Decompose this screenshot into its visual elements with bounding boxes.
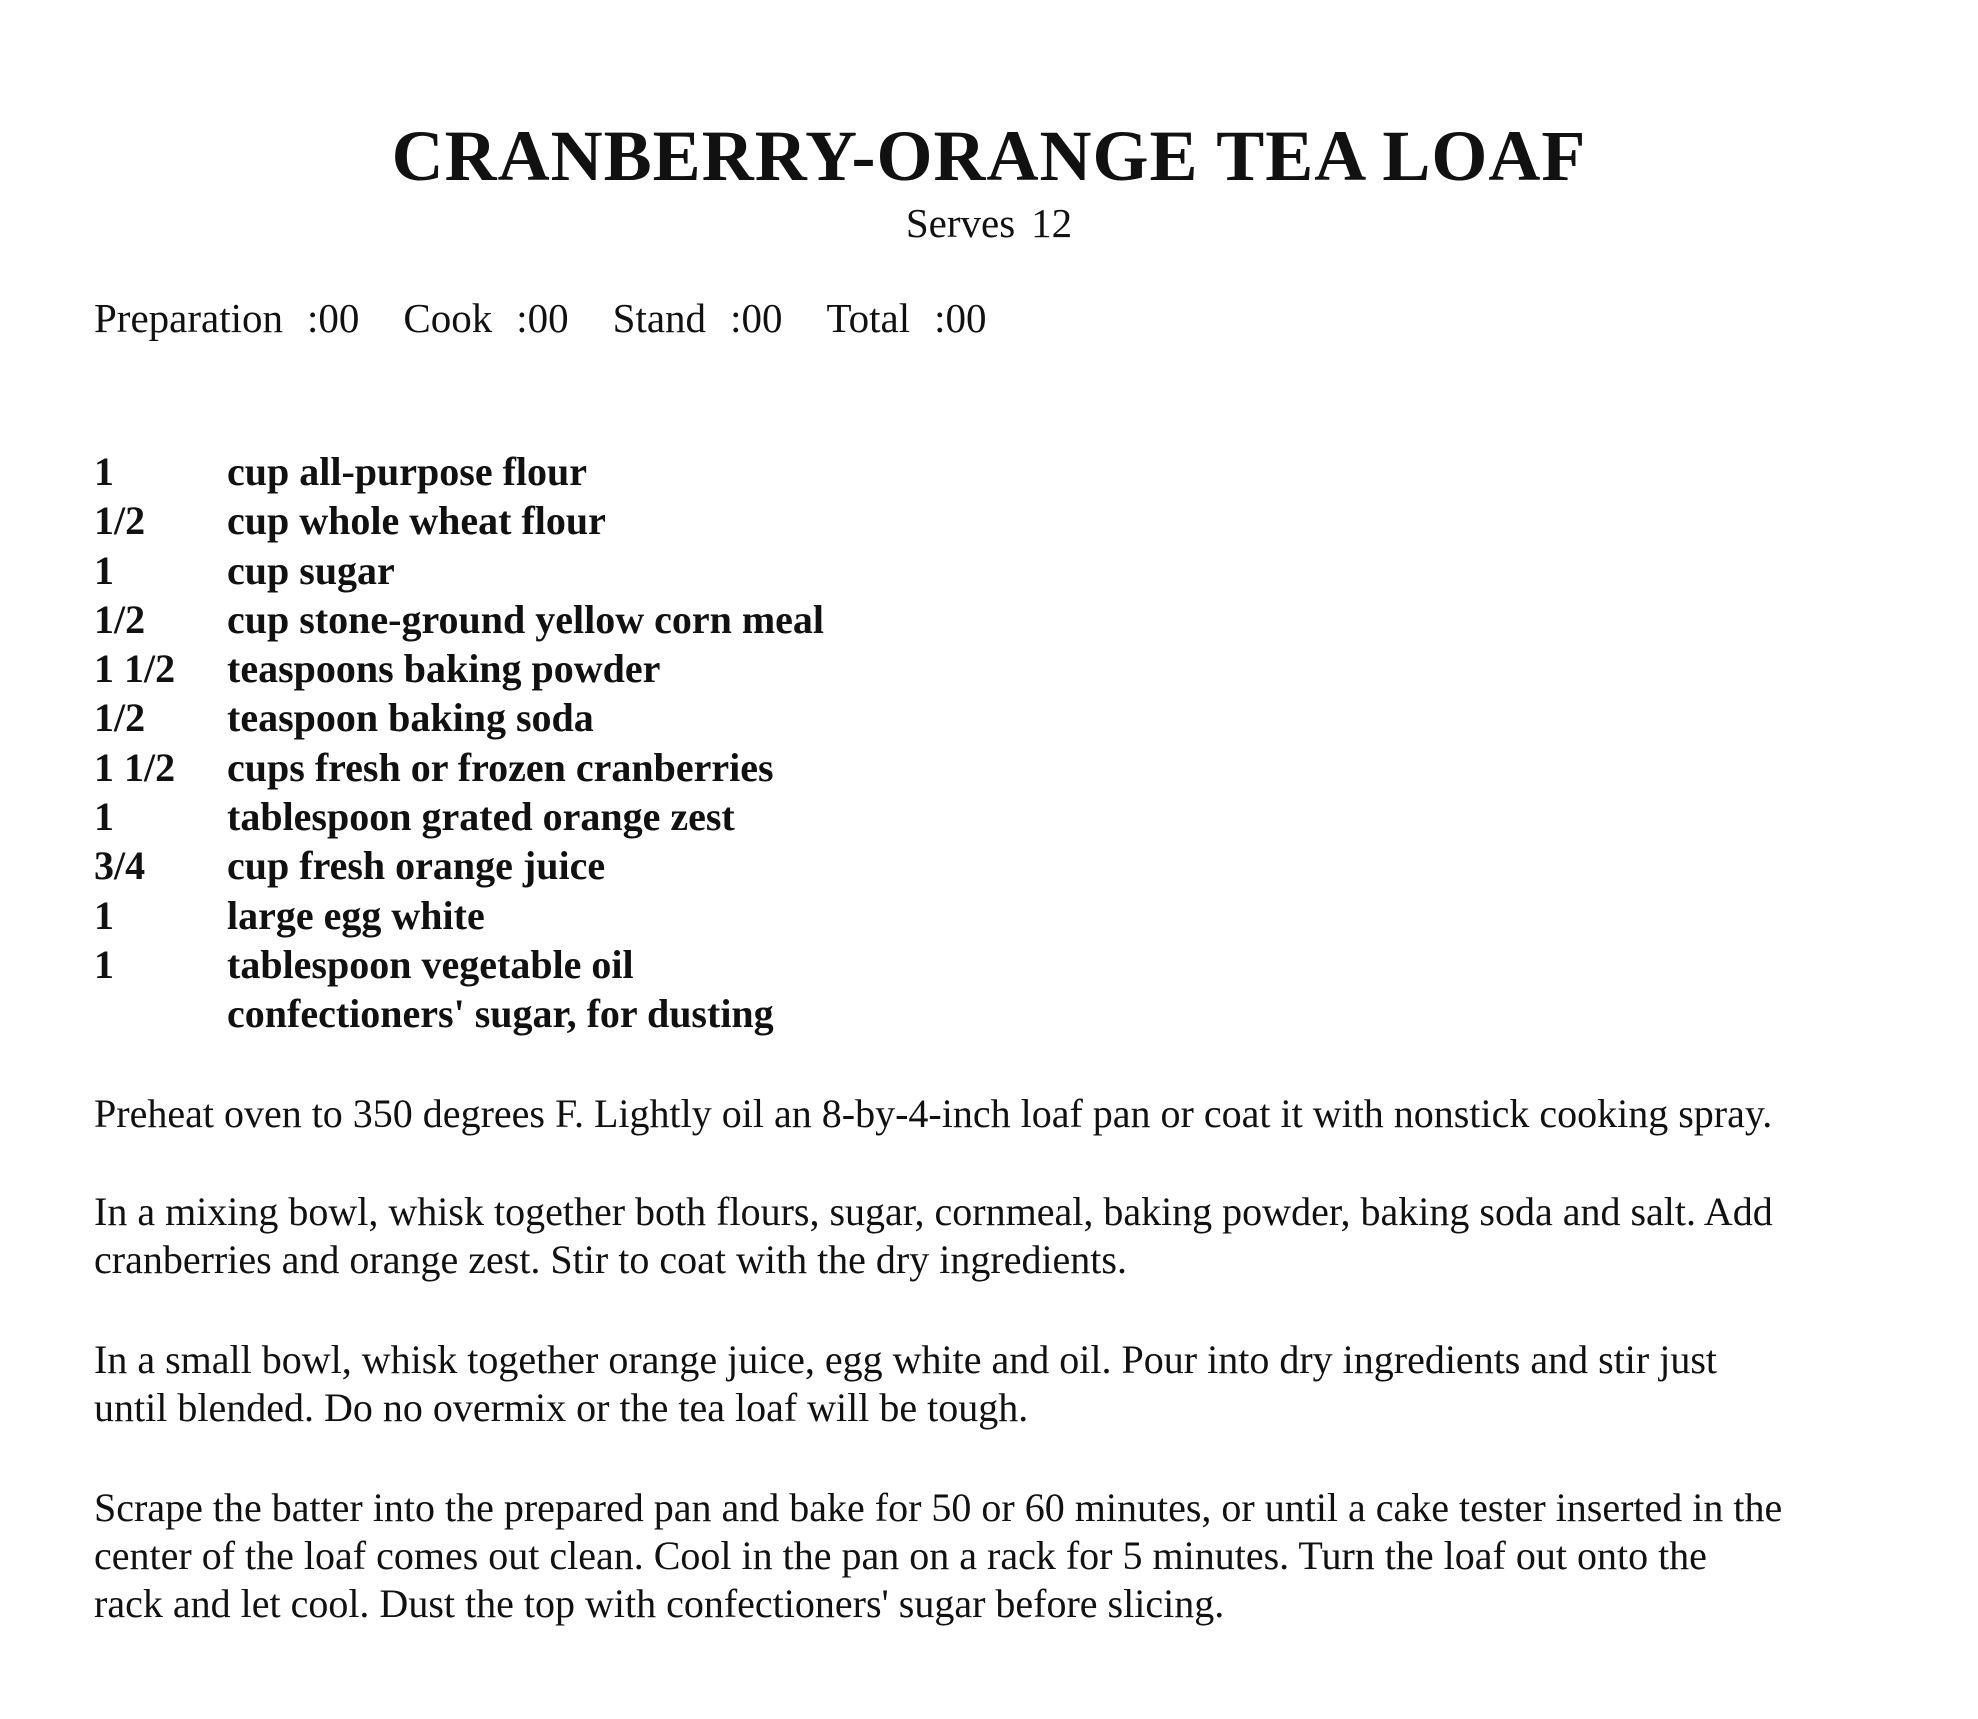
ingredient-quantity: 1/2: [94, 695, 146, 741]
ingredient-description: tablespoon vegetable oil: [227, 941, 634, 987]
ingredient-quantity: 1/2: [94, 498, 146, 544]
ingredient-row: [94, 447, 824, 496]
ingredient-quantity: 1 1/2: [94, 646, 176, 692]
ingredient-row: [94, 940, 824, 989]
ingredient-description: cup all-purpose flour: [227, 449, 588, 494]
instruction-paragraph: [94, 1188, 1914, 1284]
time-label-stand: Stand: [612, 295, 707, 341]
ingredient-description: cup stone-ground yellow corn meal: [227, 596, 825, 642]
ingredient-description: large egg white: [227, 892, 485, 938]
ingredient-quantity: 1: [94, 449, 114, 494]
instruction-line: rack and let cool. Dust the top with confectioners' sugar before slicing.: [94, 1581, 1225, 1626]
ingredient-row: [94, 644, 824, 693]
timing-line: [94, 295, 1031, 341]
recipe-title: CRANBERRY-ORANGE TEA LOAF: [391, 116, 1587, 197]
instruction-line: In a small bowl, whisk together orange juice, egg white and oil. Pour into dry ingredients and stir just: [94, 1337, 1718, 1382]
time-label-total: Total: [826, 295, 911, 341]
ingredient-list: [94, 447, 824, 1039]
ingredient-description: cup sugar: [227, 547, 395, 593]
instruction-paragraph: [94, 1484, 1914, 1628]
ingredient-quantity: 1: [94, 892, 114, 938]
instruction-line: Scrape the batter into the prepared pan and bake for 50 or 60 minutes, or until a cake tester inserted in the: [94, 1485, 1783, 1530]
ingredient-row: [94, 891, 824, 940]
time-label-preparation: Preparation: [94, 295, 283, 341]
ingredient-description: tablespoon grated orange zest: [227, 794, 735, 840]
instruction-paragraph: [94, 1336, 1914, 1432]
instruction-line: In a mixing bowl, whisk together both flours, sugar, cornmeal, baking powder, baking soda and salt. Add: [94, 1189, 1773, 1234]
ingredient-quantity: 1 1/2: [94, 744, 176, 790]
ingredient-description: teaspoons baking powder: [227, 646, 661, 692]
ingredient-row: [94, 496, 824, 545]
instruction-line: until blended. Do no overmix or the tea loaf will be tough.: [94, 1385, 1029, 1430]
ingredient-quantity: 1: [94, 547, 114, 593]
ingredient-quantity: 1/2: [94, 596, 146, 642]
time-value-cook: :00: [516, 295, 569, 341]
ingredient-row: [94, 595, 824, 644]
ingredient-row: [94, 693, 824, 742]
ingredient-row: [94, 743, 824, 792]
instruction-line: Preheat oven to 350 degrees F. Lightly oil an 8-by-4-inch loaf pan or coat it with nonstick cooking spray.: [94, 1091, 1773, 1136]
time-value-preparation: :00: [306, 295, 360, 341]
ingredient-quantity: 3/4: [94, 843, 146, 889]
ingredient-row: [94, 792, 824, 841]
ingredient-description: confectioners' sugar, for dusting: [227, 991, 774, 1037]
ingredient-description: cups fresh or frozen cranberries: [227, 744, 774, 790]
servings-line: [0, 200, 1978, 246]
time-value-stand: :00: [730, 295, 783, 341]
instruction-line: cranberries and orange zest. Stir to coat with the dry ingredients.: [94, 1237, 1127, 1282]
ingredient-description: cup whole wheat flour: [227, 498, 606, 544]
ingredient-quantity: 1: [94, 794, 114, 840]
serves-label: Serves: [905, 200, 1016, 246]
serves-value: 12: [1031, 200, 1073, 246]
instruction-paragraph: [94, 1090, 1914, 1138]
ingredient-row: [94, 841, 824, 890]
ingredient-row: [94, 546, 824, 595]
ingredient-row: [94, 989, 824, 1038]
time-value-total: :00: [934, 295, 987, 341]
ingredient-description: teaspoon baking soda: [227, 695, 594, 741]
time-label-cook: Cook: [403, 295, 493, 341]
instruction-line: center of the loaf comes out clean. Cool in the pan on a rack for 5 minutes. Turn the loaf out onto the: [94, 1533, 1707, 1578]
ingredient-description: cup fresh orange juice: [227, 843, 606, 889]
ingredient-quantity: 1: [94, 941, 114, 987]
